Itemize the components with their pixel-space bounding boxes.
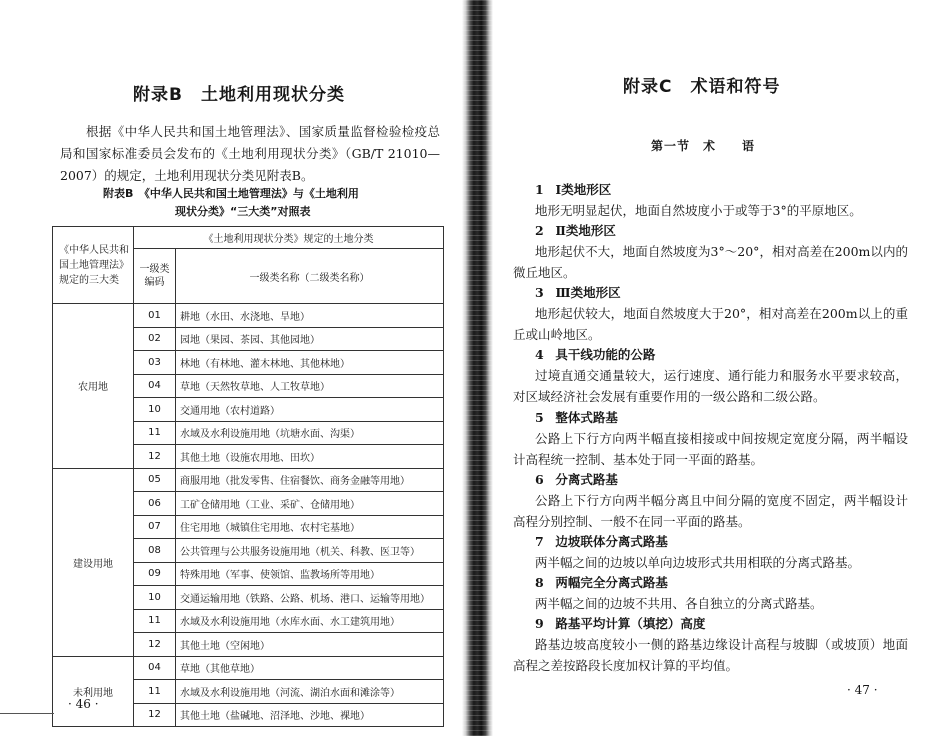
class-name-cell: 公共管理与公共服务设施用地（机关、科教、医卫等） — [176, 539, 444, 563]
class-name-cell: 工矿仓储用地（工业、采矿、仓储用地） — [176, 492, 444, 516]
term-title — [513, 345, 908, 365]
term-name: 路基平均计算（填挖）高度 — [555, 616, 706, 631]
class-name-cell: 其他土地（盐碱地、沼泽地、沙地、裸地） — [176, 703, 444, 727]
table-row — [53, 468, 444, 492]
term-number: 5 — [535, 410, 544, 425]
term-definition: 路基边坡高度较小一侧的路基边缘设计高程与坡脚（或坡顶）地面高程之差按路段长度加权计算的平均值。 — [513, 637, 908, 673]
page-number-right: · 47 · — [847, 683, 878, 697]
term-item — [513, 345, 908, 407]
term-item — [513, 221, 908, 283]
term-number: 3 — [535, 285, 544, 300]
term-definition: 地形起伏较大，地面自然坡度大于20°，相对高差在200m以上的重丘或山岭地区。 — [513, 306, 908, 342]
term-item — [513, 180, 908, 221]
class-name-cell: 住宅用地（城镇住宅用地、农村宅基地） — [176, 515, 444, 539]
term-name: 分离式路基 — [555, 472, 618, 487]
code-cell: 12 — [134, 633, 176, 657]
section-title: 第一节 术 语 — [651, 139, 756, 153]
term-item — [513, 532, 908, 573]
header-three-categories: 《中华人民共和国土地管理法》规定的三大类 — [53, 227, 134, 304]
code-cell: 02 — [134, 327, 176, 351]
class-name-cell: 其他土地（空闲地） — [176, 633, 444, 657]
table-caption-line2: 现状分类》“三大类”对照表 — [175, 205, 311, 218]
term-definition: 两半幅之间的边坡以单向边坡形式共用相联的分离式路基。 — [535, 555, 861, 570]
term-item — [513, 283, 908, 345]
code-cell: 12 — [134, 703, 176, 727]
class-name-cell: 林地（有林地、灌木林地、其他林地） — [176, 351, 444, 375]
page-number-left: · 46 · — [68, 697, 99, 711]
code-cell: 05 — [134, 468, 176, 492]
code-cell: 04 — [134, 656, 176, 680]
term-name: 具干线功能的公路 — [555, 347, 656, 362]
left-page — [0, 0, 462, 736]
term-title — [513, 221, 908, 241]
header-name: 一级类名称（二级类名称） — [176, 249, 444, 304]
class-name-cell: 其他土地（设施农用地、田坎） — [176, 445, 444, 469]
header-code: 一级类编码 — [134, 249, 176, 304]
class-name-cell: 水域及水利设施用地（坑塘水面、沟渠） — [176, 421, 444, 445]
class-name-cell: 耕地（水田、水浇地、旱地） — [176, 304, 444, 328]
appendix-c-title: 附录C 术语和符号 — [623, 77, 781, 97]
term-item — [513, 614, 908, 676]
term-name: Ⅰ类地形区 — [555, 182, 612, 197]
land-use-comparison-table — [52, 226, 444, 727]
code-cell: 11 — [134, 609, 176, 633]
term-number: 9 — [535, 616, 544, 631]
code-cell: 07 — [134, 515, 176, 539]
class-name-cell: 交通用地（农村道路） — [176, 398, 444, 422]
table-row — [53, 304, 444, 328]
code-cell: 09 — [134, 562, 176, 586]
term-title — [513, 614, 908, 634]
class-name-cell: 草地（其他草地） — [176, 656, 444, 680]
scan-edge-mark — [0, 713, 54, 714]
term-name: Ⅱ类地形区 — [555, 223, 616, 238]
term-title — [513, 470, 908, 490]
code-cell: 03 — [134, 351, 176, 375]
code-cell: 06 — [134, 492, 176, 516]
header-classification: 《土地利用现状分类》规定的土地分类 — [134, 227, 444, 249]
term-definition: 地形无明显起伏，地面自然坡度小于或等于3°的平原地区。 — [535, 203, 862, 218]
term-definition: 地形起伏不大，地面自然坡度为3°～20°，相对高差在200m以内的微丘地区。 — [513, 244, 908, 280]
class-name-cell: 水域及水利设施用地（水库水面、水工建筑用地） — [176, 609, 444, 633]
term-number: 2 — [535, 223, 544, 238]
right-page — [493, 0, 934, 736]
code-cell: 08 — [134, 539, 176, 563]
class-name-cell: 水域及水利设施用地（河流、湖泊水面和滩涂等） — [176, 680, 444, 704]
term-item — [513, 573, 908, 614]
appendix-b-title: 附录B 土地利用现状分类 — [133, 85, 345, 105]
class-name-cell: 交通运输用地（铁路、公路、机场、港口、运输等用地） — [176, 586, 444, 610]
term-number: 1 — [535, 182, 544, 197]
term-definition: 两半幅之间的边坡不共用、各自独立的分离式路基。 — [535, 596, 823, 611]
term-title — [513, 180, 908, 200]
category-cell: 建设用地 — [53, 468, 134, 656]
category-cell: 未利用地 — [53, 656, 134, 727]
term-title — [513, 408, 908, 428]
term-name: 两幅完全分离式路基 — [555, 575, 668, 590]
code-cell: 11 — [134, 680, 176, 704]
code-cell: 10 — [134, 398, 176, 422]
code-cell: 10 — [134, 586, 176, 610]
term-definition: 过境直通交通量较大，运行速度、通行能力和服务水平要求较高，对区域经济社会发展有重要作用的一级公路和二级公路。 — [513, 368, 908, 404]
term-number: 8 — [535, 575, 544, 590]
code-cell: 04 — [134, 374, 176, 398]
term-name: 边坡联体分离式路基 — [555, 534, 668, 549]
term-title — [513, 283, 908, 303]
code-cell: 12 — [134, 445, 176, 469]
term-title — [513, 573, 908, 593]
table-row — [53, 656, 444, 680]
term-item — [513, 470, 908, 532]
term-number: 4 — [535, 347, 544, 362]
term-definition: 公路上下行方向两半幅直接相接或中间按规定宽度分隔，两半幅设计高程统一控制、基本处于同一平面的路基。 — [513, 431, 908, 467]
code-cell: 01 — [134, 304, 176, 328]
class-name-cell: 草地（天然牧草地、人工牧草地） — [176, 374, 444, 398]
table-body — [53, 304, 444, 727]
appendix-b-intro: 根据《中华人民共和国土地管理法》、国家质量监督检验检疫总局和国家标准委员会发布的《土地利用现状分类》（GB/T 21010—2007）的规定，土地利用现状分类见附表B。 — [60, 124, 440, 183]
term-definition: 公路上下行方向两半幅分离且中间分隔的宽度不固定，两半幅设计高程分别控制、一般不在同一平面的路基。 — [513, 493, 908, 529]
term-name: 整体式路基 — [555, 410, 618, 425]
term-item — [513, 408, 908, 470]
book-binding-gutter — [462, 0, 493, 736]
term-number: 7 — [535, 534, 544, 549]
term-number: 6 — [535, 472, 544, 487]
term-name: Ⅲ类地形区 — [555, 285, 621, 300]
table-caption-line1: 附表B 《中华人民共和国土地管理法》与《土地利用 — [103, 187, 359, 200]
category-cell: 农用地 — [53, 304, 134, 469]
class-name-cell: 园地（果园、茶园、其他园地） — [176, 327, 444, 351]
code-cell: 11 — [134, 421, 176, 445]
class-name-cell: 特殊用地（军事、使领馆、监教场所等用地） — [176, 562, 444, 586]
term-title — [513, 532, 908, 552]
class-name-cell: 商服用地（批发零售、住宿餐饮、商务金融等用地） — [176, 468, 444, 492]
